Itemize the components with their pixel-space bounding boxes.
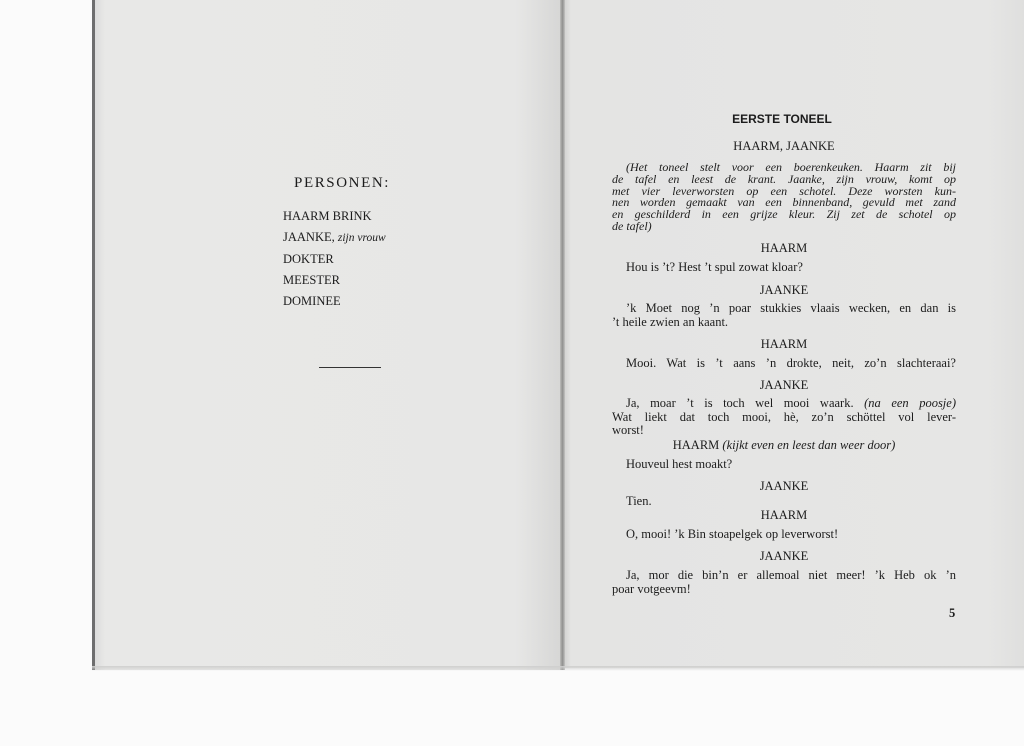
dialogue-line: O, mooi! ’k Bin stoapelgek op leverworst! — [626, 527, 839, 541]
dialogue-line: Mooi. Wat is ’t aans ’n drokte, neit, zo’n slachteraai? — [626, 356, 956, 370]
cast-heading: PERSONEN: — [294, 175, 391, 191]
stage-direction-line: met vier leverworsten op een schotel. Deze worsten kun- — [612, 183, 956, 198]
page-number: 5 — [949, 606, 956, 620]
dialogue-line: worst! — [612, 423, 644, 437]
cast-name: JAANKE, — [283, 230, 335, 244]
speaker-label: HAARM — [760, 241, 808, 255]
speaker-label: JAANKE — [759, 378, 809, 392]
speaker-label: HAARM — [760, 337, 808, 351]
cast-item — [283, 249, 386, 270]
cast-note: zijn vrouw — [337, 232, 386, 244]
speaker-label: HAARM — [672, 438, 720, 452]
left-page — [92, 0, 562, 670]
inline-direction: (kijkt even en leest dan weer door) — [722, 438, 896, 452]
stage-direction-line: (Het toneel stelt voor een boerenkeuken. Haarm zit bij — [626, 160, 956, 174]
speaker-label: JAANKE — [759, 283, 809, 297]
cast-name: HAARM BRINK — [283, 209, 372, 223]
dialogue-line: ’t heile zwien an kaant. — [612, 315, 729, 329]
cast-item — [283, 291, 386, 312]
stage-direction-line: de tafel) — [612, 218, 652, 233]
cast-list — [283, 206, 386, 312]
speaker-label: HAARM — [760, 508, 808, 522]
dialogue-line — [612, 396, 956, 411]
cast-name: DOKTER — [283, 252, 334, 266]
scene-title: EERSTE TONEEL — [732, 112, 832, 126]
inline-direction: (na een poosje) — [864, 396, 956, 410]
stage-direction-line: de tafel en leest de krant. Jaanke, zijn vrouw, komt op — [612, 171, 956, 186]
stage-direction-line: en geschilderd in een grijze kleur. Zij zet de schotel op — [612, 207, 956, 222]
speaker-label: JAANKE — [759, 549, 809, 563]
dialogue-line: Houveul hest moakt? — [626, 457, 733, 471]
cast-name: MEESTER — [283, 273, 340, 287]
dialogue-line: poar votgeevm! — [612, 582, 691, 596]
dialogue-line: Wat liekt dat toch mooi, hè, zo’n schöttel vol lever- — [612, 410, 956, 424]
dialogue-line: Ja, mor die bin’n er allemoal niet meer! ’k Heb ok ’n — [626, 568, 956, 582]
stage-direction-line: nen worden gemaakt van een binnenband, gevuld met zand — [612, 195, 956, 210]
stage-direction — [612, 162, 956, 233]
page-bottom-edge — [92, 666, 1024, 671]
dialogue-line: ’k Moet nog ’n poar stukkies vlaais wecken, en dan is — [626, 301, 956, 315]
speaker-label: JAANKE — [759, 479, 809, 493]
cast-name: DOMINEE — [283, 294, 341, 308]
dialogue-line: Tien. — [626, 494, 652, 508]
dialogue-text: Ja, moar ’t is toch wel mooi waark. — [626, 396, 854, 410]
scene-characters: HAARM, JAANKE — [733, 139, 835, 153]
speaker-label-with-direction — [612, 438, 956, 453]
cast-item — [283, 206, 386, 227]
cast-divider — [319, 367, 381, 368]
dialogue-line: Hou is ’t? Hest ’t spul zowat kloar? — [626, 260, 803, 274]
cast-item — [283, 227, 386, 249]
cast-item — [283, 270, 386, 291]
book-gutter — [560, 0, 565, 670]
